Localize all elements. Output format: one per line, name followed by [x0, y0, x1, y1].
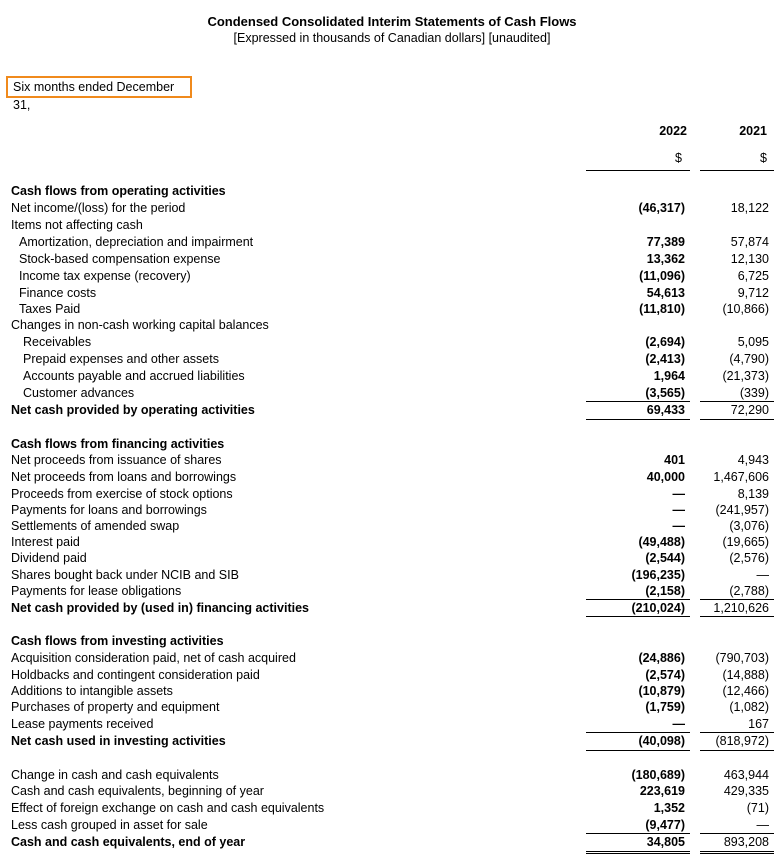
value-2021: 167 [748, 717, 769, 731]
value-2022: (9,477) [645, 818, 685, 832]
row-label: Customer advances [23, 386, 135, 400]
row-label: Settlements of amended swap [11, 519, 180, 533]
table-row [0, 217, 780, 234]
row-label: Finance costs [19, 286, 97, 300]
table-row [0, 486, 780, 503]
value-2022: (2,574) [645, 668, 685, 682]
row-label: Holdbacks and contingent consideration paid [11, 668, 260, 682]
table-row [0, 817, 780, 834]
value-2022: 69,433 [646, 403, 685, 417]
value-2022: (11,096) [639, 269, 685, 283]
row-label: Interest paid [11, 535, 80, 549]
value-2021: (10,866) [722, 302, 769, 316]
value-2021: (19,665) [722, 535, 769, 549]
total-row-ending-cash [0, 834, 780, 851]
row-label: Changes in non-cash working capital balances [11, 318, 269, 332]
row-label: Prepaid expenses and other assets [23, 352, 219, 366]
row-label: Items not affecting cash [11, 218, 143, 232]
table-row [0, 234, 780, 251]
value-2022: 54,613 [646, 286, 685, 300]
value-2021: 18,122 [730, 201, 769, 215]
total-row-operating [0, 402, 780, 419]
value-2021: 893,208 [723, 835, 769, 849]
value-2022: 77,389 [646, 235, 685, 249]
row-label: Less cash grouped in asset for sale [11, 818, 208, 832]
row-label: Purchases of property and equipment [11, 700, 220, 714]
header-underline-2021 [700, 170, 774, 171]
row-label: Accounts payable and accrued liabilities [23, 369, 245, 383]
row-label: Proceeds from exercise of stock options [11, 487, 233, 501]
value-2021: 463,944 [723, 768, 769, 782]
value-2022: (46,317) [638, 201, 685, 215]
value-2021: 8,139 [737, 487, 769, 501]
table-row [0, 317, 780, 334]
value-2021: (4,790) [729, 352, 769, 366]
table-row [0, 301, 780, 318]
value-2021: (3,076) [729, 519, 769, 533]
table-row [0, 683, 780, 700]
table-row [0, 502, 780, 519]
header-underline-2022 [586, 170, 690, 171]
total-rule-2022 [586, 419, 690, 420]
table-row [0, 583, 780, 600]
value-2021: 72,290 [730, 403, 769, 417]
table-row [0, 268, 780, 285]
row-label: Stock-based compensation expense [19, 252, 221, 266]
value-2022: (49,488) [638, 535, 685, 549]
table-row [0, 200, 780, 217]
value-2021: 6,725 [737, 269, 769, 283]
period-label: Six months ended December 31, [6, 76, 192, 98]
value-2022: (40,098) [638, 734, 685, 748]
row-label: Additions to intangible assets [11, 684, 173, 698]
value-2022: 1,964 [653, 369, 685, 383]
table-row [0, 351, 780, 368]
total-rule-2022 [586, 851, 690, 852]
table-row [0, 385, 780, 402]
value-2021: (2,788) [729, 584, 769, 598]
row-label: Cash flows from operating activities [11, 184, 226, 198]
section-heading-investing [0, 633, 780, 650]
value-2021: 429,335 [723, 784, 769, 798]
value-2022: (2,544) [645, 551, 685, 565]
table-row [0, 334, 780, 351]
value-2022: (196,235) [631, 568, 685, 582]
value-2022: 40,000 [646, 470, 685, 484]
table-row [0, 567, 780, 584]
row-label: Net proceeds from issuance of shares [11, 453, 222, 467]
row-label: Net cash used in investing activities [11, 734, 226, 748]
value-2022: (2,158) [645, 584, 685, 598]
value-2021: 12,130 [730, 252, 769, 266]
value-2021: (21,373) [722, 369, 769, 383]
value-2022: (1,759) [645, 700, 685, 714]
value-2022: (11,810) [639, 302, 685, 316]
statement-title: Condensed Consolidated Interim Statements of Cash Flows [207, 14, 577, 29]
value-2021: (12,466) [722, 684, 769, 698]
section-heading-financing [0, 436, 780, 453]
row-label: Net cash provided by (used in) financing activities [11, 601, 309, 615]
table-row [0, 452, 780, 469]
row-label: Net proceeds from loans and borrowings [11, 470, 237, 484]
row-label: Receivables [23, 335, 92, 349]
value-2021: 1,467,606 [713, 470, 769, 484]
row-label: Lease payments received [11, 717, 154, 731]
row-label: Acquisition consideration paid, net of cash acquired [11, 651, 296, 665]
value-2021: 57,874 [730, 235, 769, 249]
table-row [0, 800, 780, 817]
table-row [0, 368, 780, 385]
value-2021: 1,210,626 [713, 601, 769, 615]
total-rule-2022 [586, 750, 690, 751]
value-2022: (2,694) [645, 335, 685, 349]
value-2021: (241,957) [715, 503, 769, 517]
value-2021: 9,712 [737, 286, 769, 300]
value-2022: (24,886) [638, 651, 685, 665]
column-header-2021: 2021 [739, 124, 767, 138]
table-row [0, 285, 780, 302]
total-row-financing [0, 600, 780, 617]
column-header-2022: 2022 [659, 124, 687, 138]
table-row [0, 550, 780, 567]
double-rule-2022 [586, 853, 690, 854]
value-2021: 4,943 [737, 453, 769, 467]
table-row [0, 783, 780, 800]
table-row [0, 534, 780, 551]
value-2021: (71) [746, 801, 769, 815]
value-2021: — [756, 818, 769, 832]
table-row [0, 650, 780, 667]
value-2022: (2,413) [645, 352, 685, 366]
table-row [0, 667, 780, 684]
row-label: Shares bought back under NCIB and SIB [11, 568, 239, 582]
value-2022: (210,024) [631, 601, 685, 615]
value-2021: — [756, 568, 769, 582]
value-2021: (818,972) [715, 734, 769, 748]
total-rule-2021 [700, 750, 774, 751]
total-row-investing [0, 733, 780, 750]
row-label: Taxes Paid [19, 302, 81, 316]
value-2022: (3,565) [645, 386, 685, 400]
row-label: Effect of foreign exchange on cash and cash equivalents [11, 801, 325, 815]
row-label: Payments for loans and borrowings [11, 503, 207, 517]
table-row [0, 699, 780, 716]
value-2022: — [672, 717, 685, 731]
value-2021: (1,082) [729, 700, 769, 714]
row-label: Cash and cash equivalents, end of year [11, 835, 246, 849]
row-label: Net cash provided by operating activities [11, 403, 255, 417]
table-row [0, 251, 780, 268]
value-2022: — [672, 487, 685, 501]
row-label: Cash flows from financing activities [11, 437, 225, 451]
value-2022: (180,689) [631, 768, 685, 782]
total-rule-2022 [586, 616, 690, 617]
value-2022: (10,879) [638, 684, 685, 698]
currency-label-2022: $ [675, 151, 682, 165]
value-2021: 5,095 [737, 335, 769, 349]
table-row [0, 716, 780, 733]
total-rule-2021 [700, 616, 774, 617]
value-2022: 1,352 [653, 801, 685, 815]
value-2021: (14,888) [722, 668, 769, 682]
row-label: Net income/(loss) for the period [11, 201, 186, 215]
value-2022: — [672, 519, 685, 533]
currency-label-2021: $ [760, 151, 767, 165]
statement-subtitle: [Expressed in thousands of Canadian dollars] [unaudited] [233, 31, 551, 45]
row-label: Income tax expense (recovery) [19, 269, 191, 283]
row-label: Cash flows from investing activities [11, 634, 224, 648]
value-2021: (790,703) [715, 651, 769, 665]
section-heading-operating [0, 183, 780, 200]
row-label: Cash and cash equivalents, beginning of year [11, 784, 264, 798]
table-row [0, 767, 780, 784]
double-rule-2021 [700, 853, 774, 854]
total-rule-2021 [700, 419, 774, 420]
table-row [0, 518, 780, 535]
value-2022: 13,362 [646, 252, 685, 266]
value-2021: (2,576) [729, 551, 769, 565]
row-label: Change in cash and cash equivalents [11, 768, 219, 782]
total-rule-2021 [700, 851, 774, 852]
value-2022: 223,619 [639, 784, 685, 798]
value-2022: 34,805 [646, 835, 685, 849]
value-2022: — [672, 503, 685, 517]
row-label: Amortization, depreciation and impairment [19, 235, 254, 249]
value-2022: 401 [664, 453, 685, 467]
row-label: Payments for lease obligations [11, 584, 182, 598]
table-row [0, 469, 780, 486]
value-2021: (339) [739, 386, 769, 400]
row-label: Dividend paid [11, 551, 87, 565]
